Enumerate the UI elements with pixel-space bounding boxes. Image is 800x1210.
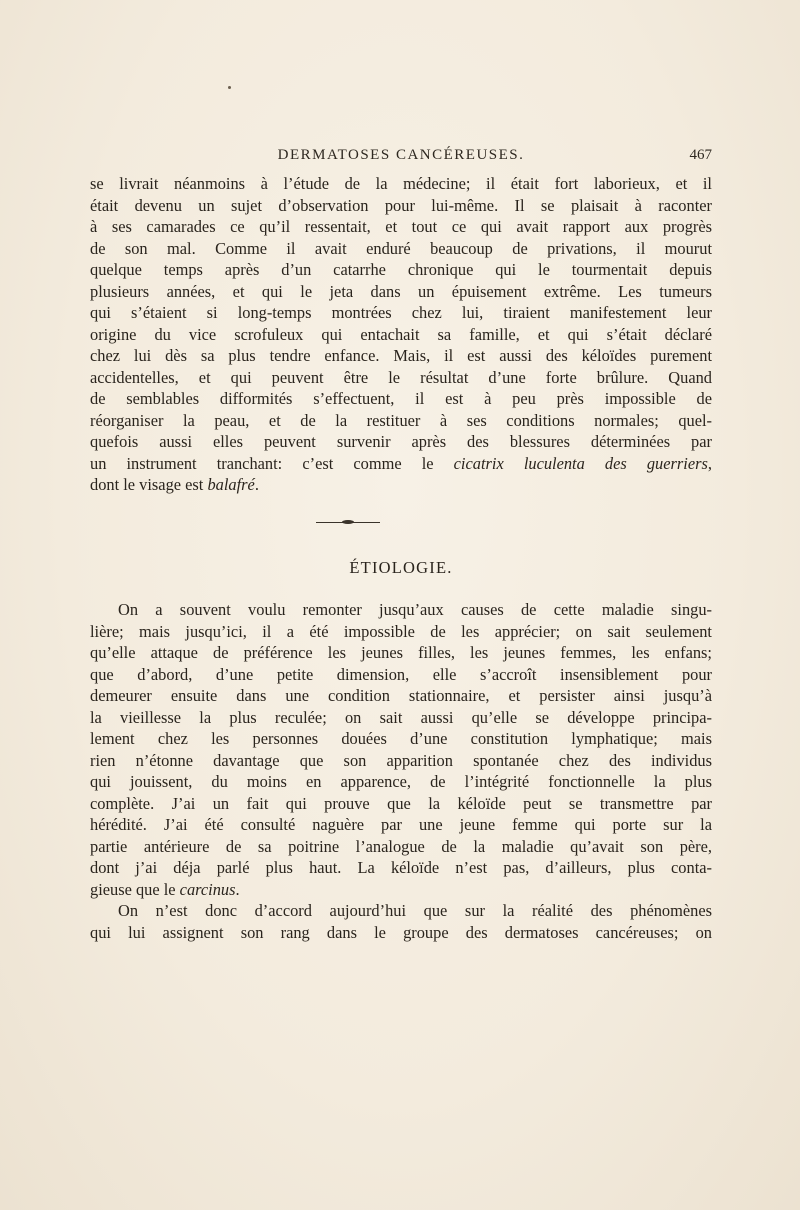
text-line: la vieillesse la plus reculée; on sait aussi qu’elle se développe principa- [90,707,712,727]
text-line [90,474,712,496]
text-line [90,453,712,475]
running-title: DERMATOSES CANCÉREUSES. [277,147,525,163]
italic-phrase: balafré [207,475,255,494]
text-line: lement chez les personnes douées d’une constitution lymphatique; mais [90,729,712,748]
paragraph-1 [90,173,712,496]
text-line: origine du vice scrofuleux qui entachait sa famille, et qui s’était déclaré [90,324,712,344]
text-line: quelque temps après d’un catarrhe chronique qui le tourmentait depuis [90,260,712,279]
text-line: plusieurs années, et qui le jeta dans un épuisement extrême. Les tumeurs [90,281,712,301]
text-fragment: gieuse que le [90,879,180,899]
text-line: à ses camarades ce qu’il ressentait, et tout ce qui avait rapport aux progrès [90,217,712,236]
text-line: de semblables difformités s’effectuent, il est à peu près impossible de [90,389,712,408]
text-line: quefois aussi elles peuvent survenir après des blessures déterminées par [90,432,712,451]
text-line: qui jouissent, du moins en apparence, de l’intégrité fonctionnelle la plus [90,772,712,791]
text-line: complète. J’ai un fait qui prouve que la kéloïde peut se transmettre par [90,793,712,813]
text-line: était devenu un sujet d’observation pour lui-même. Il se plaisait à raconter [90,195,712,215]
text-fragment: un instrument tranchant: c’est comme le [90,453,454,473]
page-number: 467 [689,147,712,163]
italic-phrase: carcinus [179,879,236,899]
text-line [90,879,712,901]
running-head [90,147,712,171]
text-line: qu’elle attaque de préférence les jeunes filles, les jeunes femmes, les enfans; [90,643,712,662]
ink-speck [228,86,231,89]
text-line: se livrait néanmoins à l’étude de la médecine; il était fort laborieux, et il [90,174,712,193]
text-line: que d’abord, d’une petite dimension, elle s’accroît insensiblement pour [90,664,712,684]
text-line: partie antérieure de sa poitrine l’analogue de la maladie qu’avait son père, [90,836,712,856]
text-fragment: . [235,879,240,899]
section-title: ÉTIOLOGIE. [349,558,453,577]
text-fragment: . [254,475,259,494]
text-fragment: , [707,453,712,473]
text-line: de son mal. Comme il avait enduré beaucoup de privations, il mourut [90,238,712,258]
text-line: qui s’étaient si long-temps montrées chez lui, tiraient manifestement leur [90,303,712,322]
text-line: hérédité. J’ai été consulté naguère par une jeune femme qui porte sur la [90,815,712,834]
text-line: qui lui assignent son rang dans le groupe des dermatoses cancéreuses; on [90,922,712,942]
text-line: chez lui dès sa plus tendre enfance. Mais, il est aussi des kéloïdes purement [90,346,712,365]
text-line: dont j’ai déja parlé plus haut. La kéloïde n’est pas, d’ailleurs, plus conta- [90,858,712,877]
text-fragment: dont le visage est [90,475,208,494]
paragraph-2 [90,599,712,943]
text-line: On a souvent voulu remonter jusqu’aux causes de cette maladie singu- [118,600,712,619]
text-line: On n’est donc d’accord aujourd’hui que sur la réalité des phénomènes [118,901,712,920]
text-line: demeurer ensuite dans une condition stationnaire, et persister ainsi jusqu’à [90,686,712,705]
rule-ornament [342,520,354,524]
italic-phrase: cicatrix luculenta des guerriers [453,453,708,473]
text-line: accidentelles, et qui peuvent être le résultat d’une forte brûlure. Quand [90,367,712,387]
text-line: réorganiser la peau, et de la restituer à ses conditions normales; quel- [90,410,712,430]
text-line: rien n’étonne davantage que son apparition spontanée chez des individus [90,750,712,770]
ornamental-rule [316,520,380,526]
text-line: lière; mais jusqu’ici, il a été impossible de les apprécier; on sait seulement [90,621,712,641]
